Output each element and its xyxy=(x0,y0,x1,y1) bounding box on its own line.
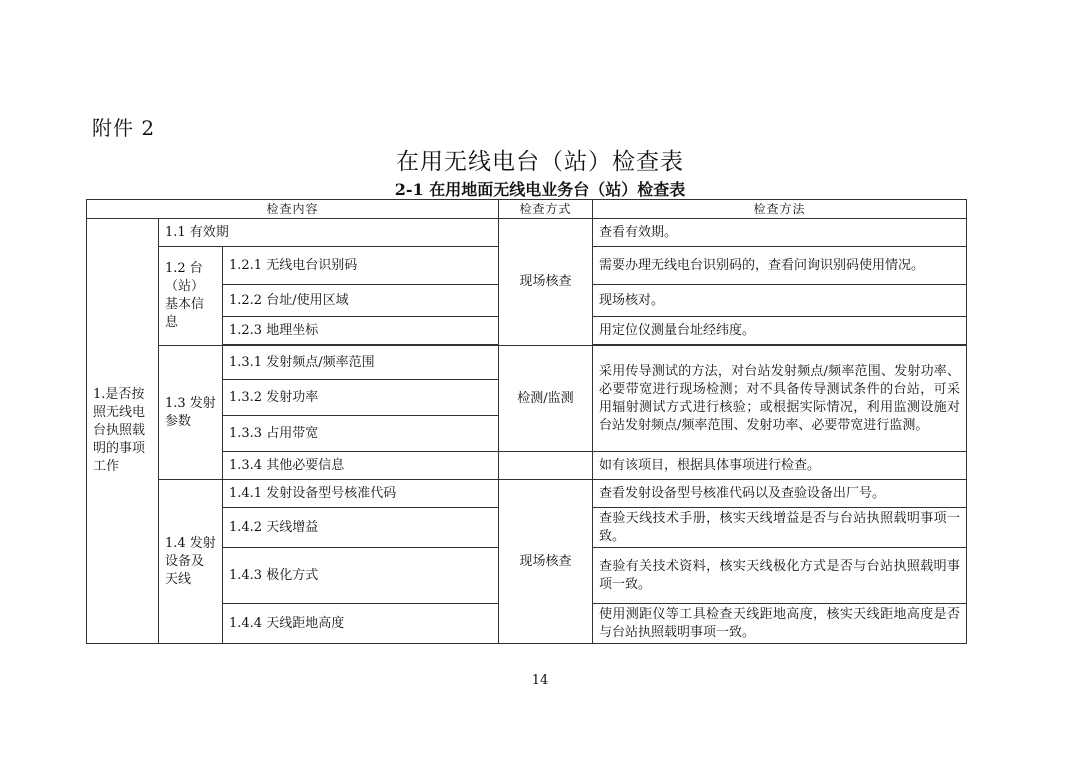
attachment-label: 附件 2 xyxy=(92,116,156,140)
method-cell: 查验有关技术资料，核实天线极化方式是否与台站执照载明事项一致。 xyxy=(593,548,967,604)
mode-cell: 现场核查 xyxy=(499,219,593,346)
inspection-table xyxy=(86,199,967,644)
method-cell: 查看有效期。 xyxy=(593,219,967,247)
item-cell: 1.1 有效期 xyxy=(159,219,499,247)
group-cell: 1.3 发射参数 xyxy=(159,346,223,480)
item-cell: 1.3.3 占用带宽 xyxy=(223,416,499,452)
header-content: 检查内容 xyxy=(87,200,499,219)
method-cell: 采用传导测试的方法，对台站发射频点/频率范围、发射功率、必要带宽进行现场检测；对不具备传导测试条件的台站，可采用辐射测试方式进行核验；或根据实际情况，利用监测设施对台站发射频点/频率范围、发射功率、必要带宽进行监测。 xyxy=(593,346,967,452)
item-cell: 1.3.4 其他必要信息 xyxy=(223,452,499,480)
header-method: 检查方法 xyxy=(593,200,967,219)
item-cell: 1.4.2 天线增益 xyxy=(223,508,499,548)
item-cell: 1.2.1 无线电台识别码 xyxy=(223,247,499,285)
method-cell: 使用测距仪等工具检查天线距地高度，核实天线距地高度是否与台站执照载明事项一致。 xyxy=(593,604,967,644)
method-cell: 需要办理无线电台识别码的，查看问询识别码使用情况。 xyxy=(593,247,967,285)
item-cell: 1.2.3 地理坐标 xyxy=(223,317,499,345)
item-cell: 1.3.1 发射频点/频率范围 xyxy=(223,346,499,380)
mode-cell: 现场核查 xyxy=(499,480,593,644)
header-mode: 检查方式 xyxy=(499,200,593,219)
table-row xyxy=(87,480,967,508)
method-cell: 用定位仪测量台址经纬度。 xyxy=(593,317,967,345)
item-cell: 1.4.1 发射设备型号核准代码 xyxy=(223,480,499,508)
table-row xyxy=(87,346,967,380)
method-cell: 现场核对。 xyxy=(593,285,967,317)
mode-cell: 检测/监测 xyxy=(499,346,593,452)
table-subtitle: 2-1 在用地面无线电业务台（站）检查表 xyxy=(394,180,686,199)
method-cell: 如有该项目，根据具体事项进行检查。 xyxy=(593,452,967,480)
page-number: 14 xyxy=(531,673,549,688)
item-cell: 1.3.2 发射功率 xyxy=(223,380,499,416)
method-cell: 查验天线技术手册，核实天线增益是否与台站执照载明事项一致。 xyxy=(593,508,967,548)
method-cell: 查看发射设备型号核准代码以及查验设备出厂号。 xyxy=(593,480,967,508)
group-cell: 1.4 发射设备及天线 xyxy=(159,480,223,644)
page-title: 在用无线电台（站）检查表 xyxy=(396,149,684,175)
item-cell: 1.2.2 台址/使用区域 xyxy=(223,285,499,317)
group-cell: 1.2 台（站）基本信息 xyxy=(159,247,223,346)
category-cell: 1.是否按照无线电台执照载明的事项工作 xyxy=(87,219,159,644)
item-cell: 1.4.4 天线距地高度 xyxy=(223,604,499,644)
mode-cell-empty xyxy=(499,452,593,480)
table-header-row xyxy=(87,200,967,219)
table-row xyxy=(87,219,967,247)
item-cell: 1.4.3 极化方式 xyxy=(223,548,499,604)
